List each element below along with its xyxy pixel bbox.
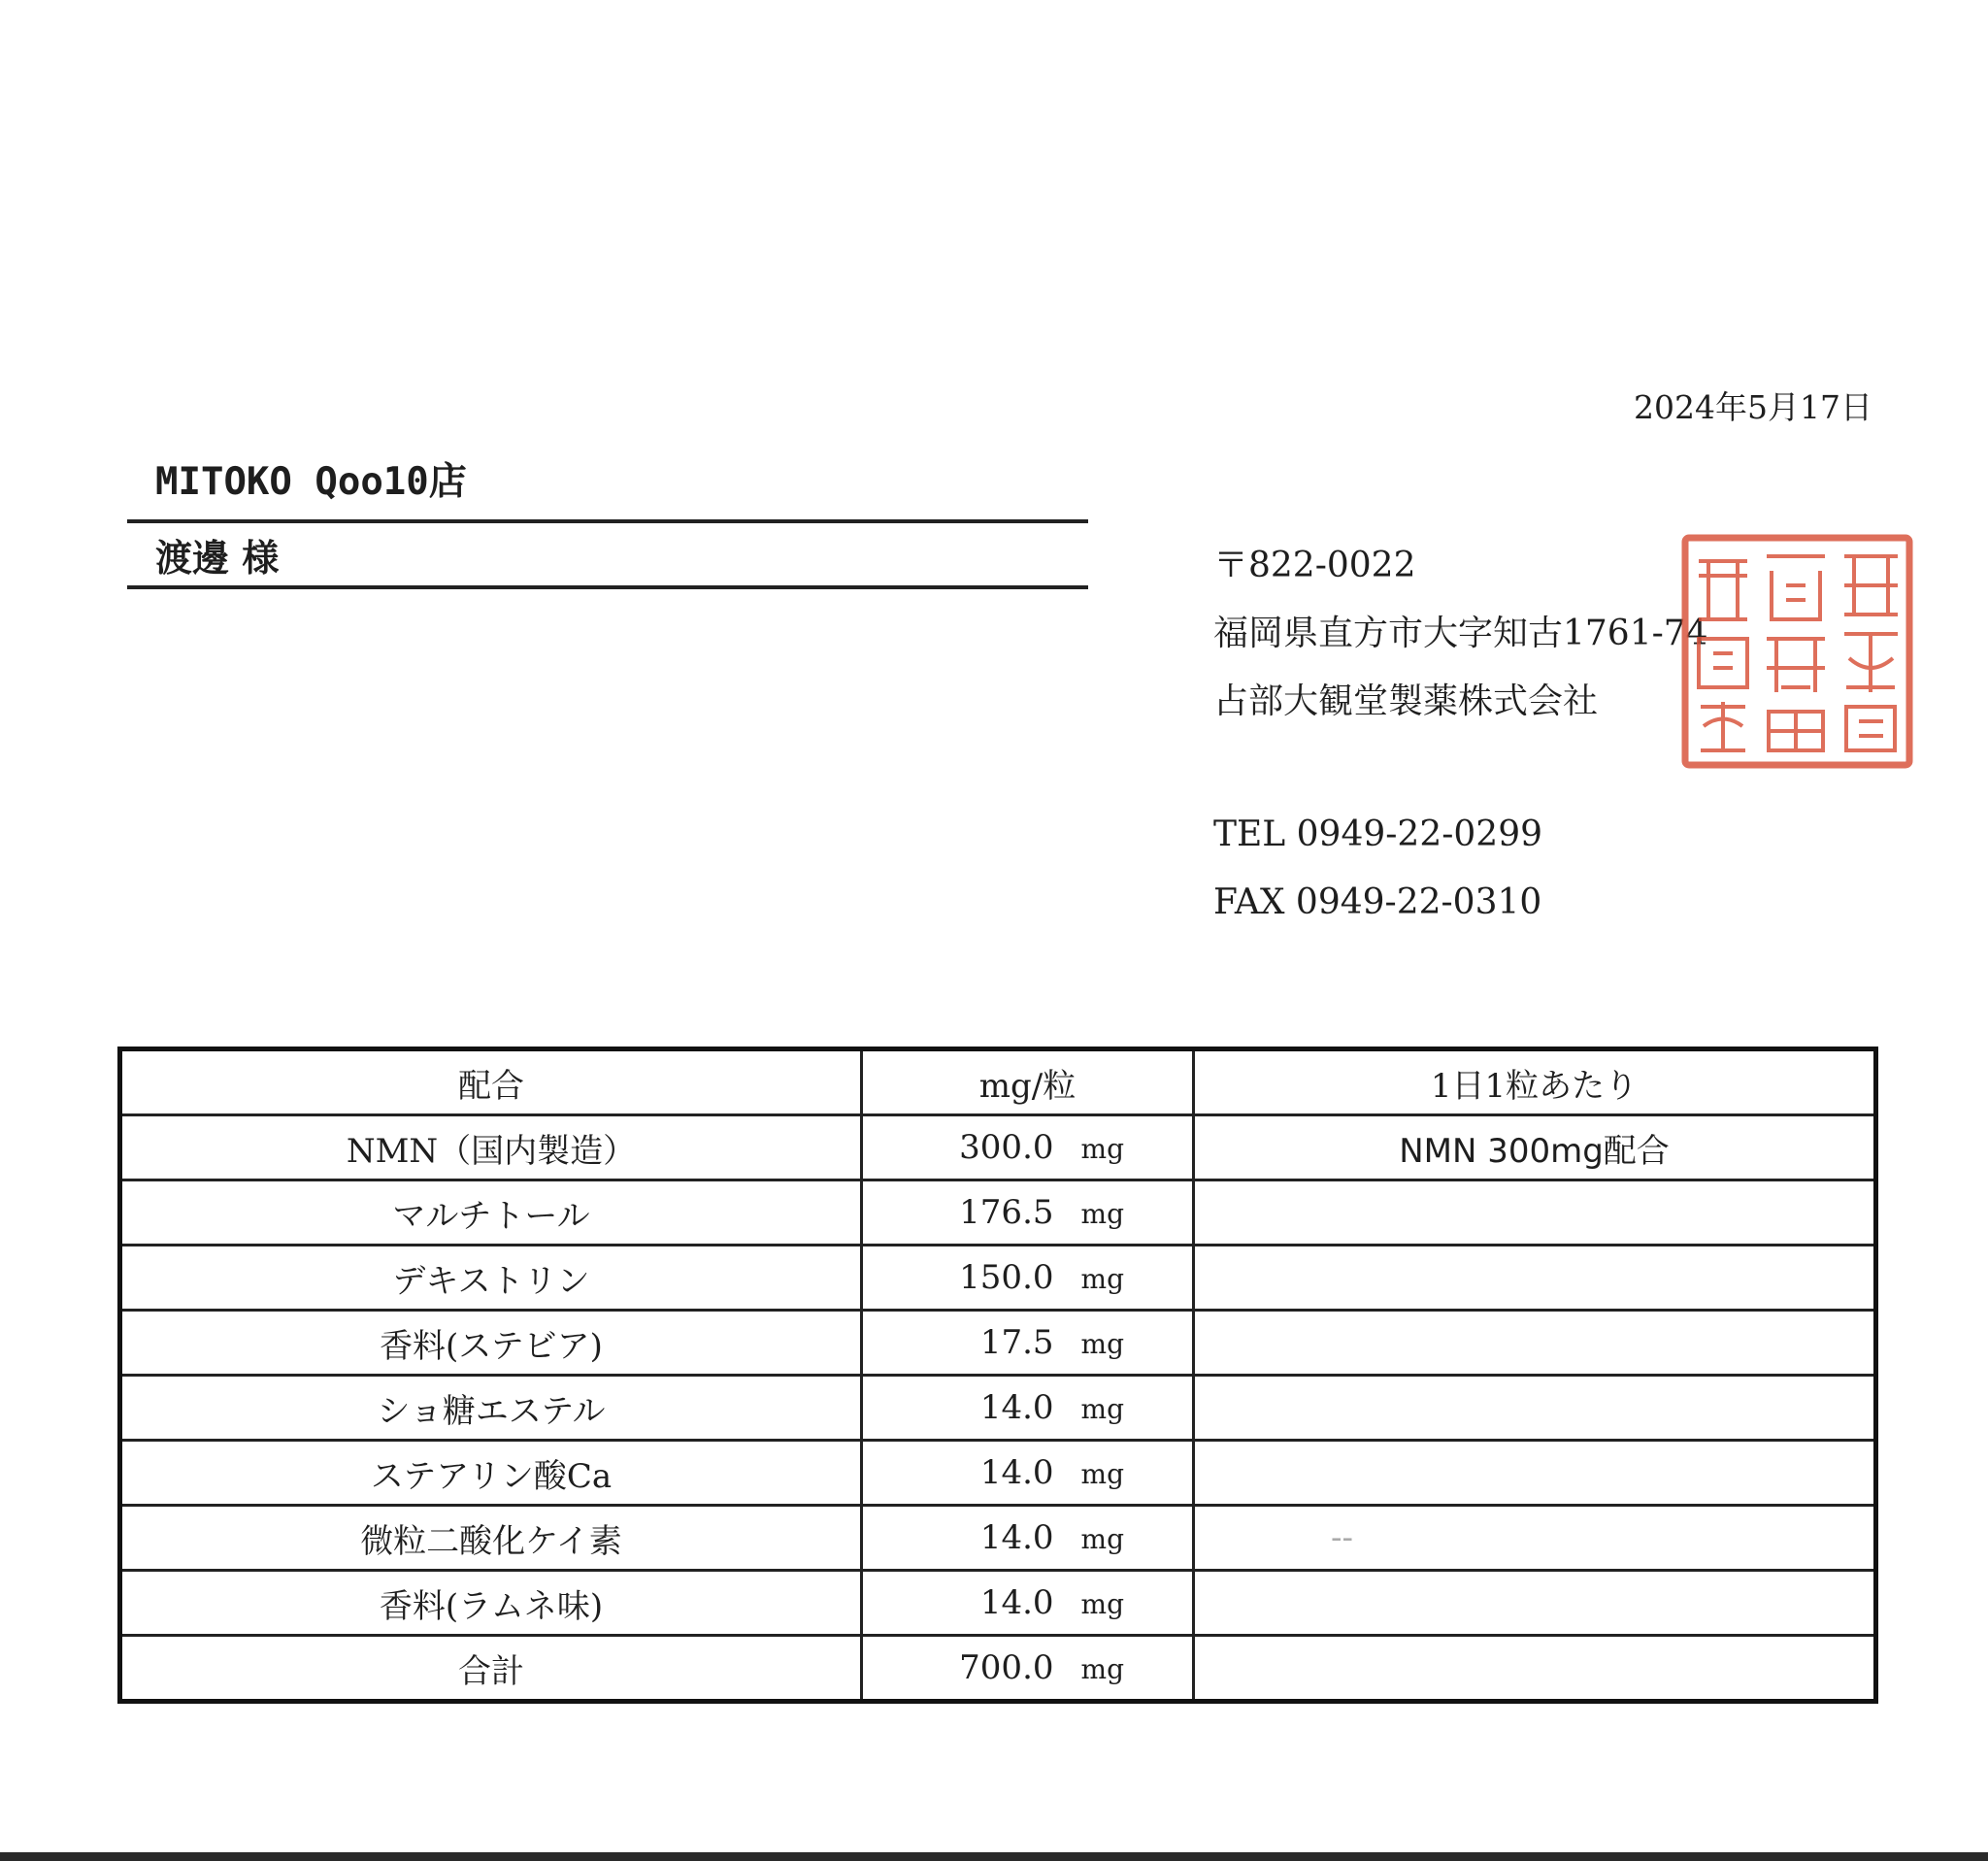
- amount-value: 17.5: [979, 1323, 1054, 1362]
- amount-unit: mg: [1080, 1458, 1124, 1490]
- amount-value: 14.0: [979, 1453, 1054, 1492]
- document-date: 2024年5月17日: [1634, 388, 1872, 426]
- amount-unit: mg: [1080, 1588, 1124, 1620]
- ingredient-amount: [862, 1506, 1194, 1571]
- amount-value: 176.5: [959, 1193, 1054, 1232]
- amount-value: 14.0: [979, 1583, 1054, 1622]
- ingredient-amount: [862, 1441, 1194, 1506]
- ingredient-amount: [862, 1571, 1194, 1636]
- per-day-note: NMN 300mg配合: [1194, 1115, 1876, 1180]
- ingredient-name: マルチトール: [120, 1180, 862, 1246]
- amount-unit: mg: [1080, 1263, 1124, 1295]
- issuer-address: 福岡県直方市大字知古1761-74: [1213, 614, 1708, 653]
- ingredient-name: デキストリン: [120, 1246, 862, 1311]
- total-amount: [862, 1636, 1194, 1702]
- header-ingredient: 配合: [120, 1049, 862, 1115]
- company-seal: [1679, 532, 1915, 771]
- per-day-note: [1194, 1246, 1876, 1311]
- total-label: 合計: [120, 1636, 862, 1702]
- per-day-note: [1194, 1441, 1876, 1506]
- table-row: [120, 1441, 1876, 1506]
- ingredient-name: 微粒二酸化ケイ素: [120, 1506, 862, 1571]
- ingredient-name: ステアリン酸Ca: [120, 1441, 862, 1506]
- total-note: [1194, 1636, 1876, 1702]
- ingredient-amount: [862, 1115, 1194, 1180]
- per-day-note: --: [1194, 1506, 1876, 1571]
- table-total-row: [120, 1636, 1876, 1702]
- issuer-postal: 〒822-0022: [1213, 546, 1416, 585]
- table-row: [120, 1506, 1876, 1571]
- ingredient-amount: [862, 1311, 1194, 1376]
- amount-unit: mg: [1080, 1198, 1124, 1230]
- table-row: [120, 1246, 1876, 1311]
- per-day-note: [1194, 1376, 1876, 1441]
- per-day-note: [1194, 1311, 1876, 1376]
- ingredient-amount: [862, 1180, 1194, 1246]
- amount-unit: mg: [1080, 1133, 1124, 1165]
- issuer-tel: TEL 0949-22-0299: [1213, 814, 1543, 854]
- amount-value: 14.0: [979, 1388, 1054, 1427]
- table-row: [120, 1571, 1876, 1636]
- table-row: [120, 1180, 1876, 1246]
- issuer-fax: FAX 0949-22-0310: [1213, 882, 1542, 922]
- total-value: 700.0: [959, 1648, 1054, 1687]
- bottom-border: [0, 1852, 1988, 1861]
- amount-unit: mg: [1080, 1328, 1124, 1360]
- ingredient-name: ショ糖エステル: [120, 1376, 862, 1441]
- ingredient-amount: [862, 1246, 1194, 1311]
- header-per-day: 1日1粒あたり: [1194, 1049, 1876, 1115]
- recipient-underline-1: [127, 519, 1088, 523]
- formula-table: [117, 1047, 1878, 1704]
- ingredient-name: NMN（国内製造）: [120, 1115, 862, 1180]
- amount-unit: mg: [1080, 1393, 1124, 1425]
- recipient-store: MITOKO Qoo10店: [155, 460, 467, 504]
- recipient-underline-2: [127, 585, 1088, 589]
- table-header-row: [120, 1049, 1876, 1115]
- ingredient-amount: [862, 1376, 1194, 1441]
- amount-value: 300.0: [959, 1128, 1054, 1167]
- per-day-note: [1194, 1571, 1876, 1636]
- table-row: [120, 1311, 1876, 1376]
- total-unit: mg: [1080, 1653, 1124, 1685]
- table-row: [120, 1115, 1876, 1180]
- header-amount: mg/粒: [862, 1049, 1194, 1115]
- ingredient-name: 香料(ステビア): [120, 1311, 862, 1376]
- table-row: [120, 1376, 1876, 1441]
- issuer-block: [1213, 532, 1708, 937]
- amount-value: 14.0: [979, 1518, 1054, 1557]
- issuer-company: 占部大観堂製薬株式会社: [1213, 681, 1599, 721]
- per-day-note: [1194, 1180, 1876, 1246]
- amount-unit: mg: [1080, 1523, 1124, 1555]
- ingredient-name: 香料(ラムネ味): [120, 1571, 862, 1636]
- recipient-name: 渡邊 様: [155, 536, 280, 580]
- amount-value: 150.0: [959, 1258, 1054, 1297]
